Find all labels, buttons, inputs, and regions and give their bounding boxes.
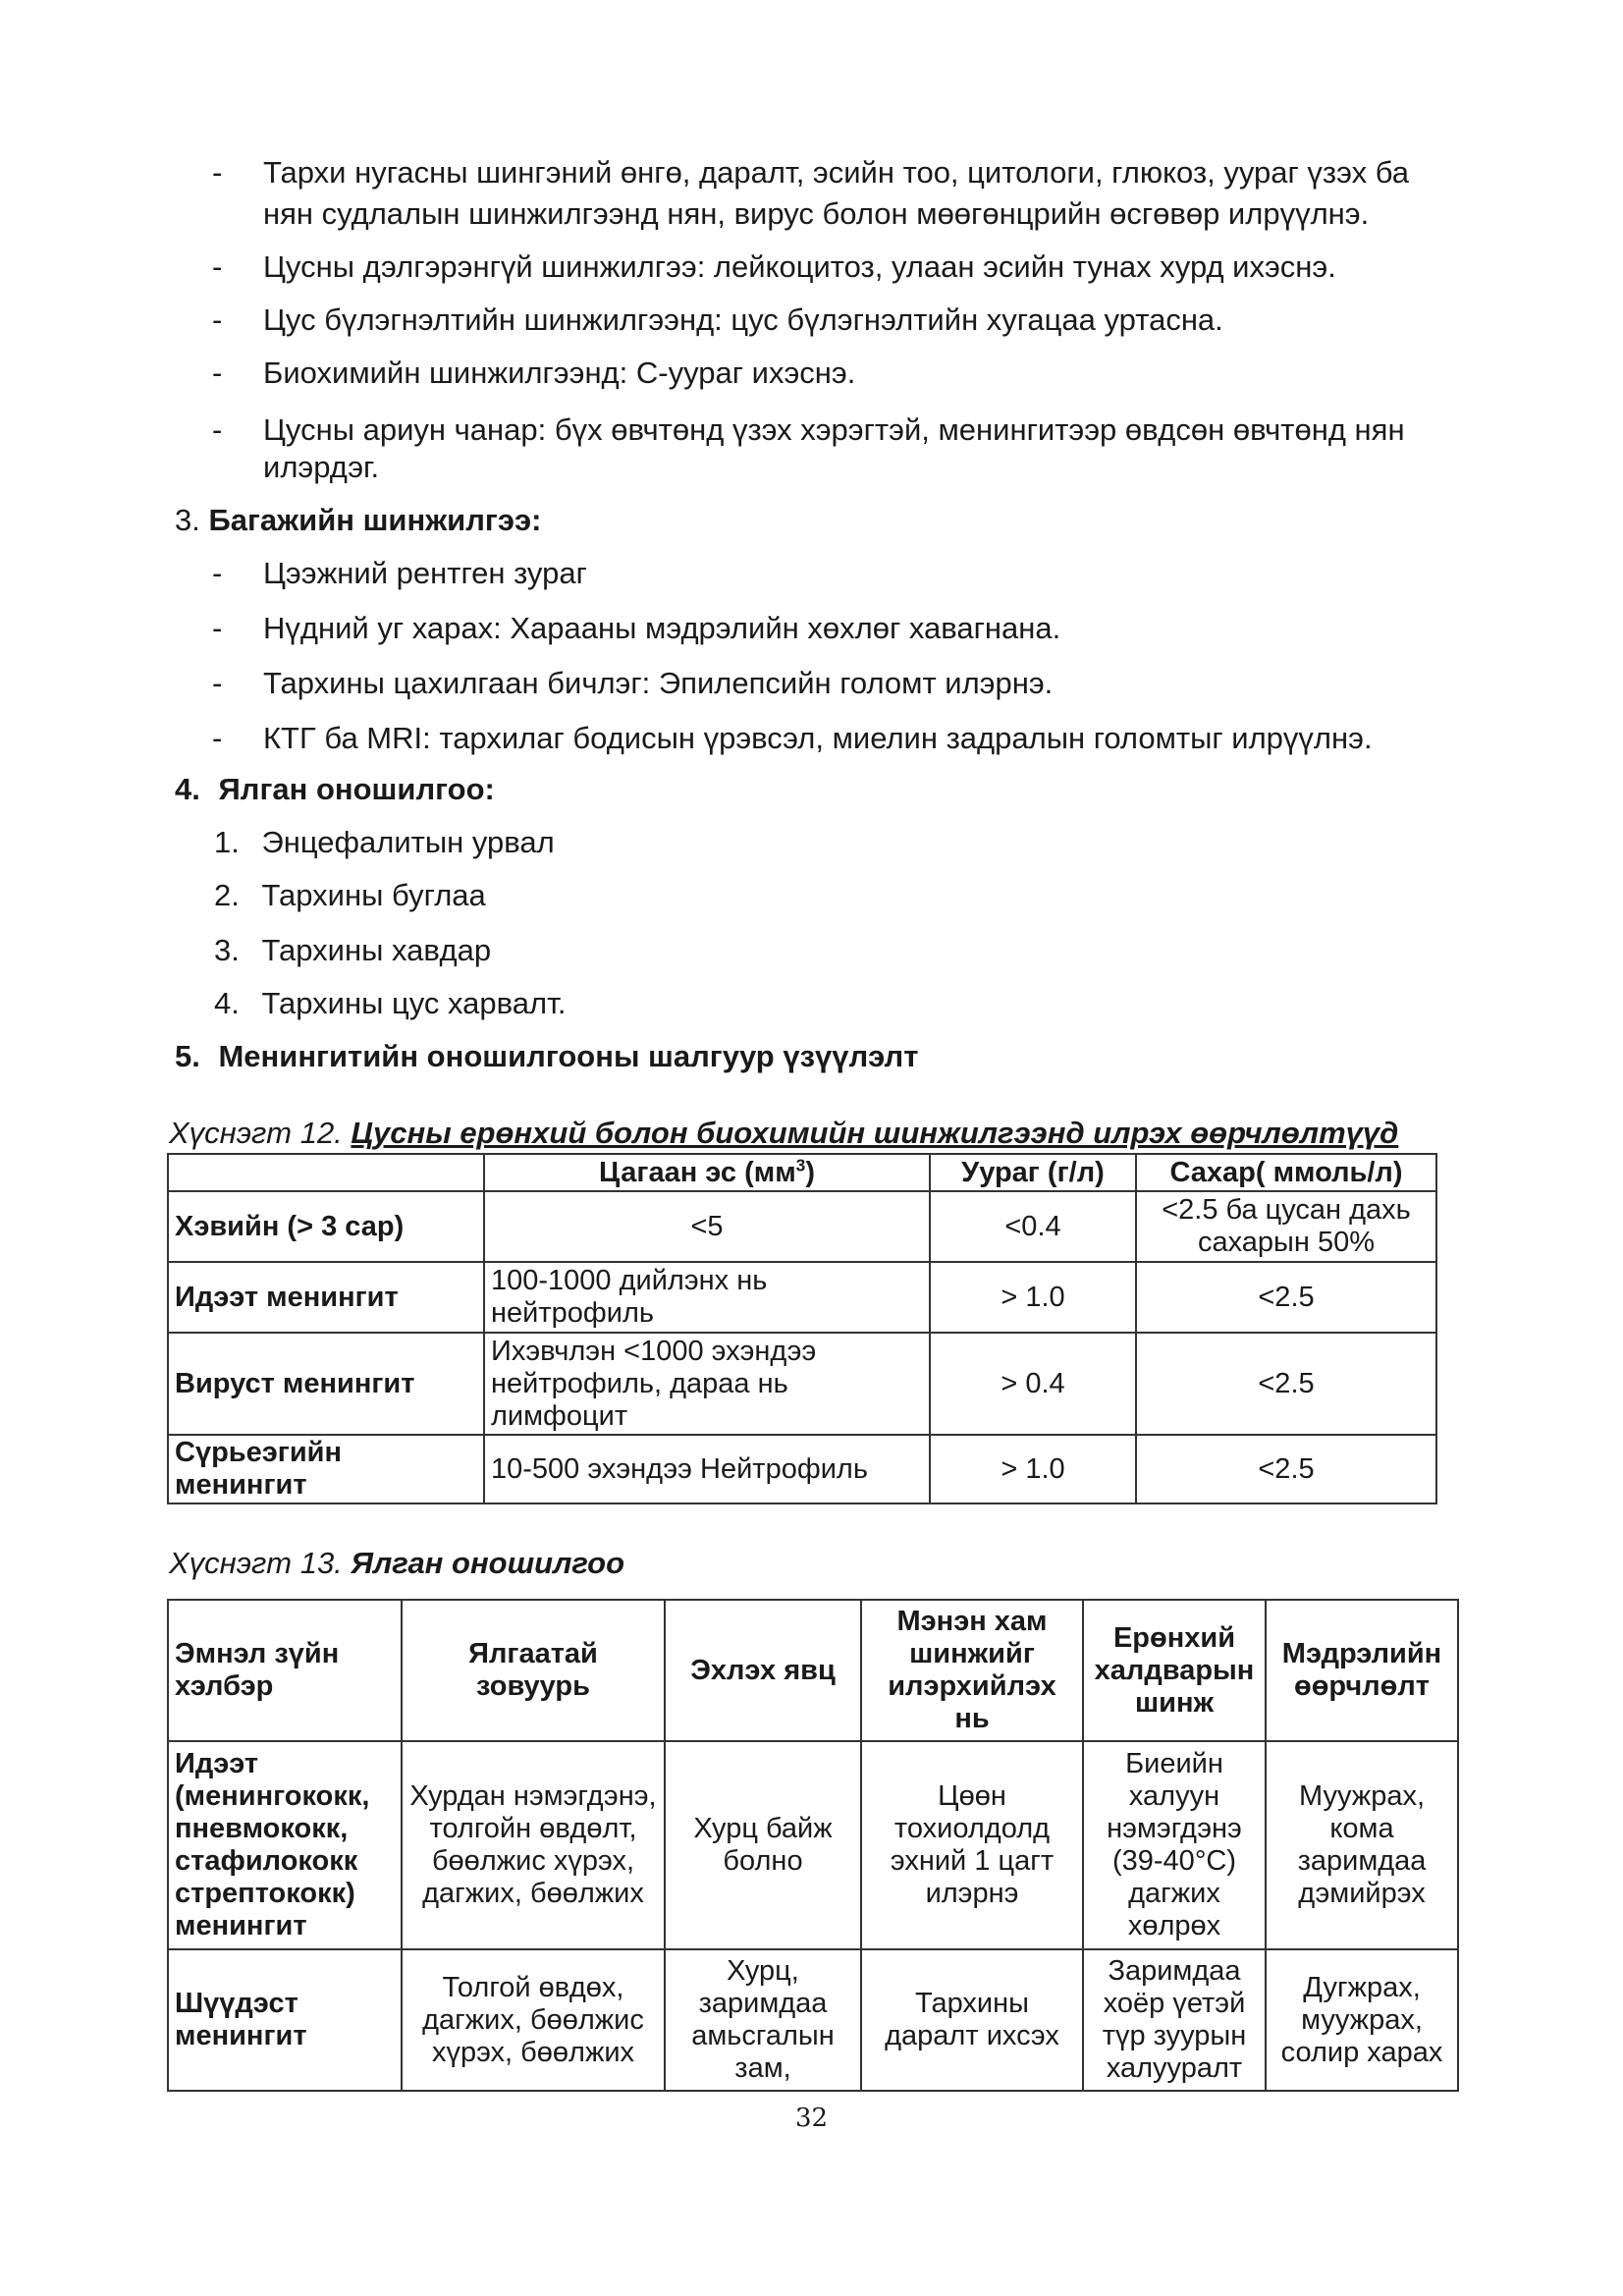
diff-item-4 <box>214 986 566 1021</box>
lab-item-4: Биохимийн шинжилгээнд: С-уураг ихэснэ. <box>263 355 856 390</box>
table-cell: Хурц, заримдаа амьсгалын зам, <box>665 1949 861 2091</box>
table-cell: Тархины даралт ихсэх <box>861 1949 1083 2091</box>
header-cell-sugar: Сахар( ммоль/л) <box>1136 1154 1436 1191</box>
row-header: Сүрьеэгийн менингит <box>168 1435 484 1503</box>
bullet-dash: - <box>212 412 223 447</box>
row-header: Вируст менингит <box>168 1333 484 1435</box>
section-3-number: 3. <box>175 503 200 537</box>
table-cell: Толгой өвдөх, дагжих, бөөлжис хүрэх, бөөлжих <box>402 1949 665 2091</box>
table-cell: Цөөн тохиолдолд эхний 1 цагт илэрнэ <box>861 1741 1083 1949</box>
diff-item-text: Тархины буглаа <box>261 878 486 912</box>
bullet-dash: - <box>212 155 223 190</box>
table-cell: Хурдан нэмэгдэнэ, толгойн өвдөлт, бөөлжис хүрэх, дагжих, бөөлжих <box>402 1741 665 1949</box>
row-header: Хэвийн (> 3 сар) <box>168 1191 484 1262</box>
row-header: Идээт менингит <box>168 1262 484 1333</box>
table-cell: Хурц байж болно <box>665 1741 861 1949</box>
bullet-dash: - <box>212 611 223 645</box>
table-12 <box>167 1153 1437 1504</box>
bullet-dash: - <box>212 556 223 590</box>
table-cell: Биеийн халуун нэмэгдэнэ (39-40°C) дагжих хөлрөх <box>1083 1741 1266 1949</box>
table-cell: <0.4 <box>930 1191 1136 1262</box>
diff-item-number: 3. <box>214 933 240 967</box>
section-3-item-3: Тархины цахилгаан бичлэг: Эпилепсийн голомт илэрнэ. <box>263 666 1054 700</box>
header-cell-neuro: Мэдрэлийн өөрчлөлт <box>1266 1600 1458 1741</box>
lab-item-3: Цус бүлэгнэлтийн шинжилгээнд: цус бүлэгнэлтийн хугацаа уртасна. <box>263 302 1223 337</box>
table-row <box>168 1262 1436 1333</box>
section-3-item-4: КТГ ба MRI: тархилаг бодисын үрэвсэл, миелин задралын голомтыг илрүүлнэ. <box>263 721 1373 755</box>
table-cell: 10-500 эхэндээ Нейтрофиль <box>484 1435 930 1503</box>
bullet-dash: - <box>212 302 223 337</box>
bullet-dash: - <box>212 355 223 390</box>
table-cell: <2.5 ба цусан дахь сахарын 50% <box>1136 1191 1436 1262</box>
table-13-caption <box>169 1546 624 1581</box>
header-cell-onset: Эхлэх явц <box>665 1600 861 1741</box>
section-5-title: Менингитийн оношилгооны шалгуур үзүүлэлт <box>218 1039 919 1073</box>
section-3-title: Багажийн шинжилгээ: <box>208 503 542 537</box>
header-cell-protein: Уураг (г/л) <box>930 1154 1136 1191</box>
table-cell: > 1.0 <box>930 1435 1136 1503</box>
table-cell: <2.5 <box>1136 1333 1436 1435</box>
header-cell-wbc: Цагаан эс $(мм^3)$ <box>484 1154 930 1191</box>
table-cell: 100-1000 дийлэнх нь нейтрофиль <box>484 1262 930 1333</box>
section-4-title: Ялган оношилгоо: <box>218 772 495 806</box>
header-cell-complaints: Ялгаатай зовуурь <box>402 1600 665 1741</box>
table-cell: Заримдаа хоёр үетэй түр зуурын халууралт <box>1083 1949 1266 2091</box>
lab-item-1-line-1: Тархи нугасны шингэний өнгө, даралт, эсийн тоо, цитологи, глюкоз, уураг үзэх ба <box>263 155 1410 190</box>
lab-item-2: Цусны дэлгэрэнгүй шинжилгээ: лейкоцитоз, улаан эсийн тунах хурд ихэснэ. <box>263 249 1336 284</box>
lab-item-5-line-2: илэрдэг. <box>263 450 380 484</box>
table-cell: > 1.0 <box>930 1262 1136 1333</box>
table-cell: <5 <box>484 1191 930 1262</box>
section-4-heading <box>175 772 495 807</box>
header-cell-empty <box>168 1154 484 1191</box>
diff-item-text: Энцефалитын урвал <box>261 825 555 859</box>
diff-item-text: Тархины хавдар <box>261 933 492 967</box>
table-row <box>168 1435 1436 1503</box>
bullet-dash: - <box>212 666 223 700</box>
header-cell-meningeal: Мэнэн хам шинжийг илэрхийлэх нь <box>861 1600 1083 1741</box>
table-12-title: Цусны ерөнхий болон биохимийн шинжилгээнд илрэх өөрчлөлтүүд <box>351 1116 1399 1150</box>
table-row <box>168 1191 1436 1262</box>
table-cell: > 0.4 <box>930 1333 1136 1435</box>
header-cell-infection: Ерөнхий халдварын шинж <box>1083 1600 1266 1741</box>
table-cell: Дугжрах, муужрах, солир харах <box>1266 1949 1458 2091</box>
diff-item-2 <box>214 878 486 913</box>
bullet-dash: - <box>212 721 223 755</box>
section-3-heading <box>175 503 541 538</box>
table-13-title: Ялган оношилгоо <box>351 1546 625 1580</box>
table-row <box>168 1333 1436 1435</box>
lab-item-1-line-2: нян судлалын шинжилгээнд нян, вирус болон мөөгөнцрийн өсгөвөр илрүүлнэ. <box>263 196 1370 231</box>
table-row <box>168 1600 1458 1741</box>
diff-item-number: 2. <box>214 878 240 912</box>
bullet-dash: - <box>212 249 223 284</box>
section-5-heading <box>175 1039 918 1074</box>
table-13-label: Хүснэгт 13. <box>169 1546 343 1580</box>
lab-item-5-line-1: Цусны ариун чанар: бүх өвчтөнд үзэх хэрэгтэй, менингитээр өвдсөн өвчтөнд нян <box>263 412 1405 447</box>
table-12-caption <box>169 1116 1398 1151</box>
section-3-item-2: Нүдний уг харах: Хараaны мэдрэлийн хөхлөг хавагнана. <box>263 611 1061 645</box>
diff-item-number: 1. <box>214 825 240 859</box>
table-12-label: Хүснэгт 12. <box>169 1116 343 1150</box>
diff-item-3 <box>214 933 491 968</box>
diff-item-number: 4. <box>214 986 240 1020</box>
table-row <box>168 1949 1458 2091</box>
page-number: 32 <box>794 2104 829 2133</box>
row-header: Шүүдэст менингит <box>168 1949 402 2091</box>
section-4-number: 4. <box>175 772 200 806</box>
table-row <box>168 1154 1436 1191</box>
table-row <box>168 1741 1458 1949</box>
table-cell: <2.5 <box>1136 1435 1436 1503</box>
section-3-item-1: Цээжний рентген зураг <box>263 556 587 590</box>
diff-item-1 <box>214 825 555 860</box>
section-5-number: 5. <box>175 1039 200 1073</box>
table-13 <box>167 1599 1459 2092</box>
table-cell: <2.5 <box>1136 1262 1436 1333</box>
diff-item-text: Тархины цус харвалт. <box>261 986 567 1020</box>
table-cell: Ихэвчлэн <1000 эхэндээ нейтрофиль, дараа нь лимфоцит <box>484 1333 930 1435</box>
table-cell: Муужрах, кома заримдаа дэмийрэх <box>1266 1741 1458 1949</box>
header-cell-clinical-form: Эмнэл зүйн хэлбэр <box>168 1600 402 1741</box>
row-header: Идээт (менингококк, пневмококк, стафилококк стрептококк) менингит <box>168 1741 402 1949</box>
